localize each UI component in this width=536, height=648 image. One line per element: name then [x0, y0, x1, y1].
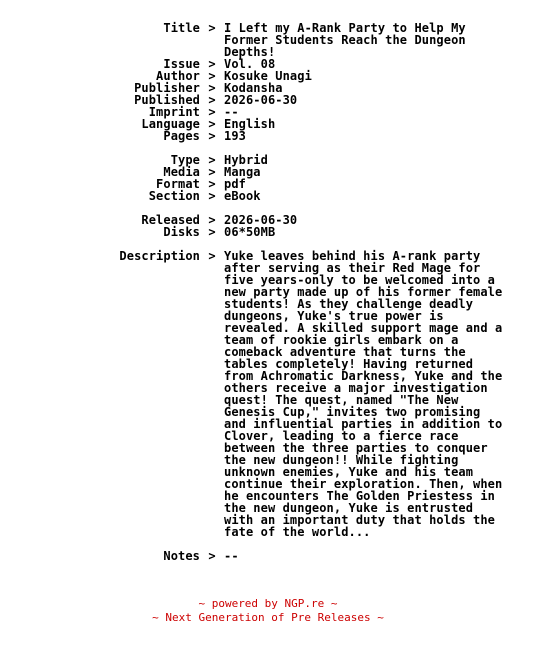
field-value: eBook — [224, 189, 261, 203]
field-label: Author — [156, 69, 200, 83]
field-value: Hybrid — [224, 153, 268, 167]
field-value: -- — [224, 105, 239, 119]
separator-glyph: > — [208, 57, 216, 71]
separator-glyph: > — [208, 189, 216, 203]
field-value: pdf — [224, 177, 246, 191]
section-gap — [0, 142, 536, 154]
separator-glyph: > — [208, 213, 216, 227]
field-value: English — [224, 117, 276, 131]
footer-powered-by: ~ powered by NGP.re ~ — [198, 597, 338, 610]
field-pages — [0, 130, 536, 142]
footer-tagline: ~ Next Generation of Pre Releases ~ — [152, 611, 384, 624]
field-label: Title — [163, 21, 200, 35]
field-label: Type — [170, 153, 200, 167]
field-value: I Left my A-Rank Party to Help My Former Students Reach the Dungeon Depths! — [224, 21, 466, 59]
separator-glyph: > — [208, 165, 216, 179]
separator-glyph: > — [208, 153, 216, 167]
description-text: Yuke leaves behind his A-rank party after serving as their Red Mage for five years-only to be welcomed into a new party made up of his former female students! As they challenge deadly dungeons, Yuke's true power is revealed. A skilled support mage and a team of rookie girls embark on a comeback adventure that turns the tables completely! Having returned from Achromatic Darkness, Yuke and the others receive a major investigation quest! The quest, named "The New Genesis Cup," invites two promising and influential parties in addition to Clover, leading to a fierce race between the three parties to conquer the new dungeon!! While fighting unknown enemies, Yuke and his team continue their exploration. Then, when he encounters The Golden Priestess in the new dungeon, Yuke is entrusted with an important duty that holds the fate of the world... — [224, 249, 503, 539]
field-label: Notes — [163, 549, 200, 563]
field-disks — [0, 226, 536, 238]
field-label: Media — [163, 165, 200, 179]
separator-glyph: > — [208, 225, 216, 239]
field-label: Description — [119, 249, 200, 263]
field-published — [0, 94, 536, 106]
field-value: 2026-06-30 — [224, 93, 298, 107]
section-gap — [0, 538, 536, 550]
separator-glyph: > — [208, 249, 216, 263]
separator-glyph: > — [208, 81, 216, 95]
field-section — [0, 190, 536, 202]
field-title — [0, 22, 536, 58]
field-label: Issue — [163, 57, 200, 71]
field-description — [0, 250, 536, 538]
field-language — [0, 118, 536, 130]
field-media — [0, 166, 536, 178]
field-label: Publisher — [134, 81, 200, 95]
field-type — [0, 154, 536, 166]
separator-glyph: > — [208, 69, 216, 83]
field-value: Kodansha — [224, 81, 283, 95]
separator-glyph: > — [208, 117, 216, 131]
separator-glyph: > — [208, 129, 216, 143]
separator-glyph: > — [208, 549, 216, 563]
separator-glyph: > — [208, 105, 216, 119]
field-label: Disks — [163, 225, 200, 239]
field-label: Pages — [163, 129, 200, 143]
field-label: Language — [141, 117, 200, 131]
separator-glyph: > — [208, 93, 216, 107]
field-label: Section — [148, 189, 200, 203]
field-label: Published — [134, 93, 200, 107]
field-value: -- — [224, 549, 239, 563]
field-value: Kosuke Unagi — [224, 69, 312, 83]
field-value: 193 — [224, 129, 246, 143]
separator-glyph: > — [208, 177, 216, 191]
field-label: Released — [141, 213, 200, 227]
field-value: Manga — [224, 165, 261, 179]
field-label: Imprint — [148, 105, 200, 119]
field-format — [0, 178, 536, 190]
field-value: Vol. 08 — [224, 57, 276, 71]
field-value: 06*50MB — [224, 225, 276, 239]
field-label: Format — [156, 177, 200, 191]
field-value: 2026-06-30 — [224, 213, 298, 227]
nfo-sheet — [0, 22, 536, 562]
separator-glyph: > — [208, 21, 216, 35]
field-notes — [0, 550, 536, 562]
